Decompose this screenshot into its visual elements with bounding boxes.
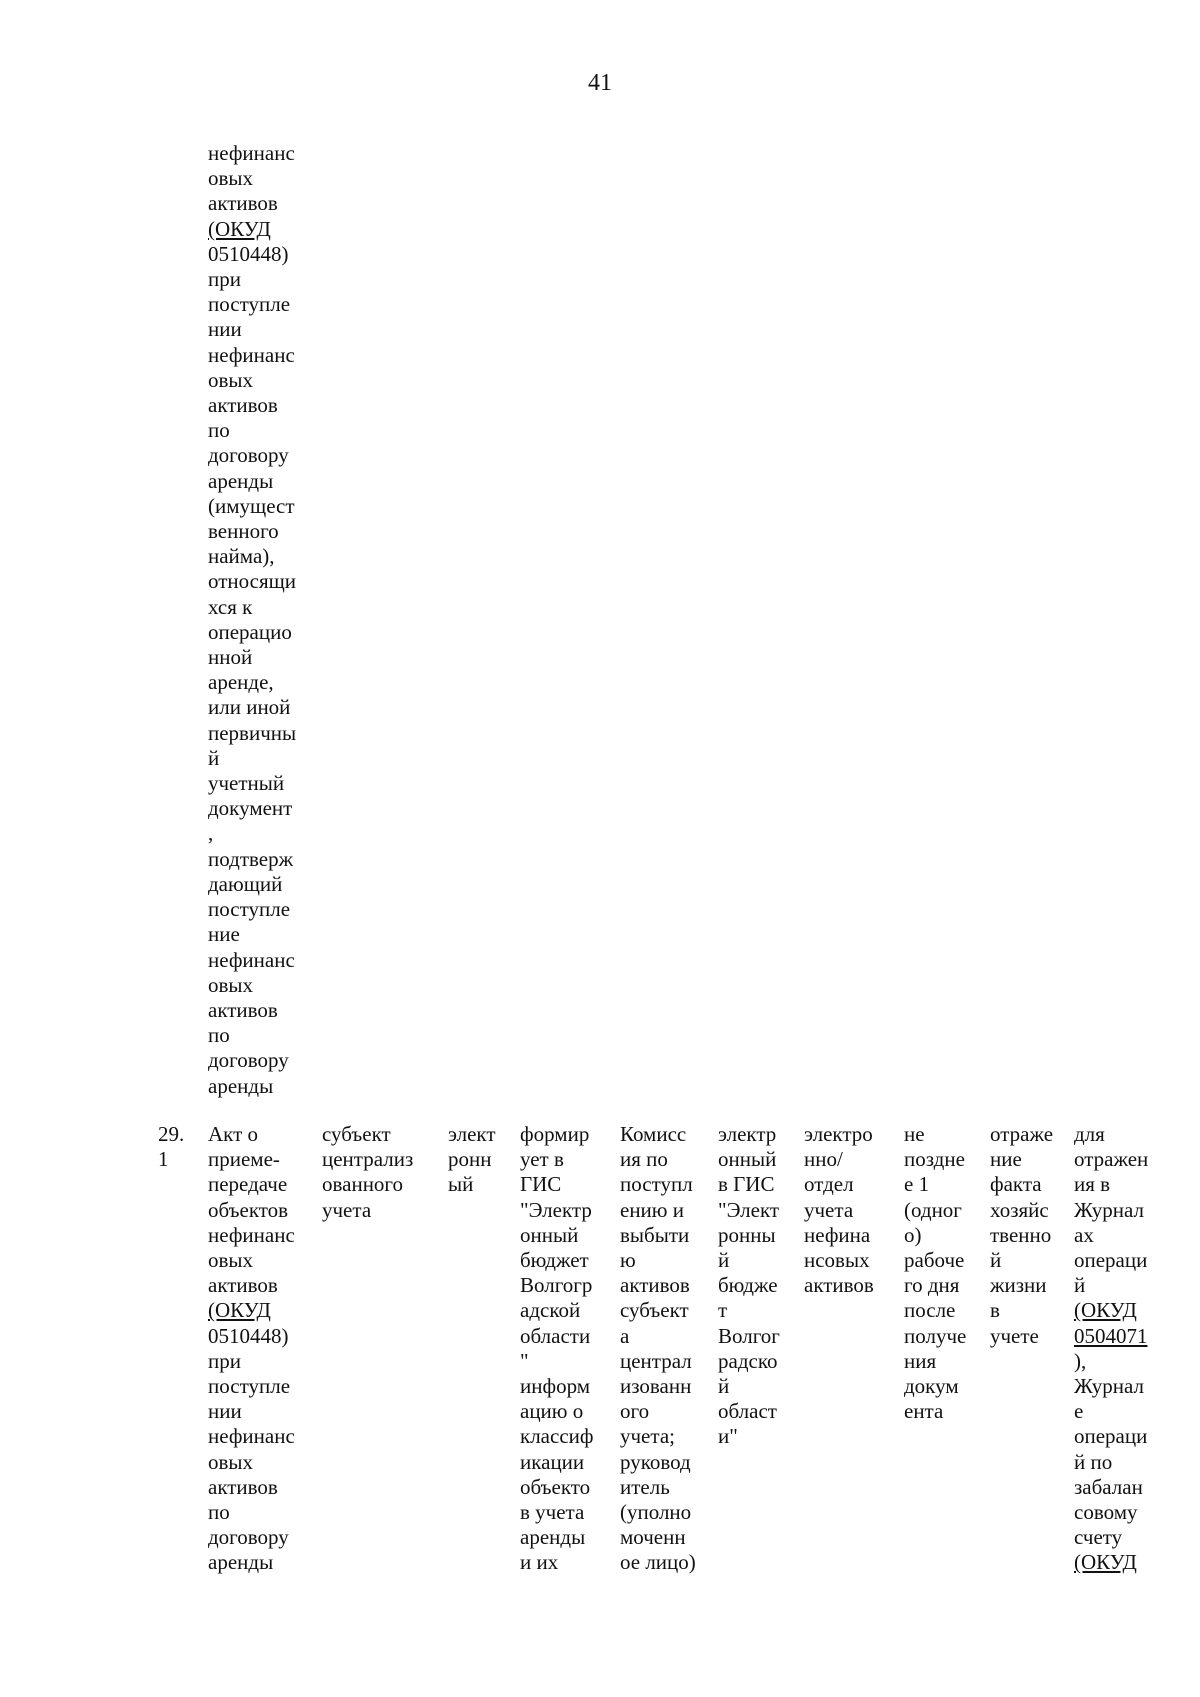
text-line: Волгогр — [520, 1273, 593, 1298]
text-line: забалан — [1074, 1474, 1143, 1499]
text-line: итель — [620, 1474, 670, 1499]
text-line: операци — [1074, 1248, 1148, 1273]
text-line: договору — [208, 443, 289, 468]
text-line: твенно — [990, 1222, 1052, 1247]
text-line: и их — [520, 1550, 559, 1575]
text-line: (одног — [904, 1197, 962, 1222]
text-line: онный — [520, 1222, 579, 1247]
text-line: поступле — [208, 1374, 291, 1399]
page-number: 41 — [588, 70, 612, 96]
text-line: ению и — [620, 1197, 684, 1222]
text-line: го дня — [904, 1273, 960, 1298]
text-line: подтверж — [208, 846, 294, 871]
text-line: не — [904, 1122, 925, 1146]
text-line: субъект — [322, 1122, 391, 1146]
text-line: нефинанс — [208, 947, 295, 972]
text-line: ует в — [520, 1147, 564, 1172]
text-line: овых — [208, 972, 254, 997]
text-line: хозяйс — [990, 1197, 1049, 1222]
text-line: е — [1074, 1399, 1084, 1424]
text-line: области — [520, 1323, 591, 1348]
text-line: учетный — [208, 771, 285, 796]
text-line: относящи — [208, 569, 297, 594]
text-line: поступле — [208, 897, 291, 922]
document-creator-cell — [322, 1122, 442, 1223]
text-line: Журнал — [1074, 1374, 1145, 1399]
text-line: аренде, — [208, 670, 274, 695]
text-line: найма), — [208, 544, 275, 569]
text-line: формир — [520, 1122, 590, 1146]
text-line: т — [718, 1298, 728, 1323]
text-line: радско — [718, 1348, 778, 1373]
text-line: субъект — [620, 1298, 689, 1323]
text-line: классиф — [520, 1424, 594, 1449]
text-line: нефинанс — [208, 342, 295, 367]
text-line: операци — [1074, 1424, 1148, 1449]
text-line: в учета — [520, 1500, 585, 1525]
text-line: ния — [904, 1348, 937, 1373]
text-line: ронн — [448, 1147, 492, 1172]
text-line: при — [208, 1348, 241, 1373]
text-line: информ — [520, 1374, 591, 1399]
text-line: счету — [1074, 1525, 1123, 1550]
text-line: учете — [990, 1323, 1039, 1348]
text-line: по — [208, 418, 230, 443]
text-line: овых — [208, 166, 254, 191]
purpose-cell — [990, 1122, 1076, 1349]
text-line: й по — [1074, 1449, 1113, 1474]
text-line: ние — [990, 1147, 1022, 1172]
text-line: 0504071 — [1074, 1323, 1148, 1348]
text-line: а — [620, 1323, 630, 1348]
text-line: передаче — [208, 1172, 288, 1197]
text-line: активов — [208, 997, 278, 1022]
text-line: элект — [448, 1122, 496, 1146]
text-line: о) — [904, 1222, 922, 1247]
text-line: онный — [718, 1147, 777, 1172]
text-line: совому — [1074, 1500, 1138, 1525]
text-line: Акт о — [208, 1122, 259, 1146]
text-line: нии — [208, 1399, 242, 1424]
text-line: централ — [620, 1348, 692, 1373]
text-line: (имущест — [208, 493, 295, 518]
text-line: и" — [718, 1424, 738, 1449]
text-line: докум — [904, 1374, 959, 1399]
text-line: нно/ — [804, 1147, 843, 1172]
text-line: й — [990, 1248, 1002, 1273]
text-line: нной — [208, 645, 253, 670]
text-line: (ОКУД — [1074, 1298, 1137, 1323]
text-line: ия в — [1074, 1172, 1111, 1197]
text-line: отражен — [1074, 1147, 1149, 1172]
text-line: ), — [1074, 1348, 1087, 1373]
text-line: "Элект — [718, 1197, 780, 1222]
text-line: учета — [322, 1197, 372, 1222]
text-line: Комисс — [620, 1122, 687, 1146]
text-line: й — [718, 1248, 730, 1273]
continued-document-cell — [208, 141, 318, 1099]
text-line: ю — [620, 1248, 636, 1273]
text-line: е 1 — [904, 1172, 930, 1197]
text-line: хся к — [208, 594, 253, 619]
text-line: 0510448) — [208, 1323, 289, 1348]
text-line: ние — [208, 922, 240, 947]
text-line: первичны — [208, 720, 297, 745]
text-line: ый — [448, 1172, 474, 1197]
text-line: икации — [520, 1449, 585, 1474]
text-line: учета; — [620, 1424, 675, 1449]
text-line: приеме- — [208, 1147, 280, 1172]
text-line: активов — [620, 1273, 690, 1298]
text-line: 29. — [158, 1122, 185, 1146]
text-line: (ОКУД — [208, 216, 271, 241]
text-line: активов — [208, 1273, 278, 1298]
text-line: Волгог — [718, 1323, 780, 1348]
document-name-cell — [208, 1122, 316, 1576]
text-line: ГИС — [520, 1172, 562, 1197]
text-line: активов — [208, 191, 278, 216]
text-line: договору — [208, 1048, 289, 1073]
text-line: отраже — [990, 1122, 1054, 1146]
deadline-cell — [904, 1122, 990, 1424]
text-line: ацию о — [520, 1399, 584, 1424]
text-line: для — [1074, 1122, 1105, 1146]
text-line: нсовых — [804, 1248, 870, 1273]
text-line: Журнал — [1074, 1197, 1145, 1222]
text-line: аренды — [208, 1073, 274, 1098]
text-line: централиз — [322, 1147, 414, 1172]
text-line: жизни — [990, 1273, 1047, 1298]
text-line: ента — [904, 1399, 944, 1424]
text-line: поздне — [904, 1147, 965, 1172]
text-line: получе — [904, 1323, 967, 1348]
text-line: изованн — [620, 1374, 692, 1399]
text-line: ах — [1074, 1222, 1094, 1247]
text-line: й — [1074, 1273, 1086, 1298]
text-line: 1 — [158, 1147, 169, 1172]
text-line: договору — [208, 1525, 289, 1550]
text-line: объекто — [520, 1474, 591, 1499]
text-line: ия по — [620, 1147, 668, 1172]
storage-cell — [804, 1122, 896, 1298]
text-line: электро — [804, 1122, 873, 1146]
text-line: или иной — [208, 695, 291, 720]
text-line: й — [718, 1374, 730, 1399]
text-line: моченн — [620, 1525, 686, 1550]
text-line: ронны — [718, 1222, 776, 1247]
text-line: дающий — [208, 871, 283, 896]
text-line: по — [208, 1500, 230, 1525]
text-line: ое лицо) — [620, 1550, 696, 1575]
text-line: овых — [208, 1449, 254, 1474]
text-line: в — [990, 1298, 1000, 1323]
text-line: (ОКУД — [208, 1298, 271, 1323]
text-line: руковод — [620, 1449, 691, 1474]
text-line: в ГИС — [718, 1172, 775, 1197]
text-line: , — [208, 821, 214, 846]
text-line: нефинанс — [208, 141, 295, 165]
signatory-cell — [620, 1122, 716, 1576]
text-line: активов — [208, 393, 278, 418]
text-line: овых — [208, 367, 254, 392]
text-line: 0510448) — [208, 241, 289, 266]
text-line: нефинанс — [208, 1424, 295, 1449]
text-line: й — [208, 745, 220, 770]
text-line: документ — [208, 796, 293, 821]
usage-cell — [1074, 1122, 1164, 1576]
text-line: по — [208, 1023, 230, 1048]
transfer-destination-cell — [718, 1122, 802, 1450]
text-line: активов — [208, 1474, 278, 1499]
document-format-cell — [448, 1122, 512, 1198]
text-line: аренды — [208, 468, 274, 493]
text-line: венного — [208, 519, 279, 544]
text-line: нии — [208, 317, 242, 342]
text-line: аренды — [208, 1550, 274, 1575]
row-number-cell — [158, 1122, 202, 1172]
text-line: бюджет — [520, 1248, 589, 1273]
text-line: выбыти — [620, 1222, 690, 1247]
text-line: (ОКУД — [1074, 1550, 1137, 1575]
text-line: ованного — [322, 1172, 404, 1197]
text-line: "Электр — [520, 1197, 592, 1222]
text-line: после — [904, 1298, 956, 1323]
text-line: учета — [804, 1197, 854, 1222]
text-line: поступле — [208, 292, 291, 317]
text-line: област — [718, 1399, 777, 1424]
text-line: отдел — [804, 1172, 854, 1197]
text-line: объектов — [208, 1197, 289, 1222]
creation-method-cell — [520, 1122, 612, 1576]
text-line: поступл — [620, 1172, 693, 1197]
text-line: нефина — [804, 1222, 871, 1247]
text-line: операцио — [208, 619, 292, 644]
text-line: рабоче — [904, 1248, 965, 1273]
text-line: активов — [804, 1273, 874, 1298]
text-line: адской — [520, 1298, 581, 1323]
text-line: овых — [208, 1248, 254, 1273]
text-line: бюдже — [718, 1273, 778, 1298]
text-line: (уполно — [620, 1500, 692, 1525]
text-line: нефинанс — [208, 1222, 295, 1247]
text-line: электр — [718, 1122, 777, 1146]
text-line: при — [208, 267, 241, 292]
text-line: факта — [990, 1172, 1042, 1197]
text-line: " — [520, 1348, 529, 1373]
text-line: ого — [620, 1399, 650, 1424]
text-line: аренды — [520, 1525, 586, 1550]
